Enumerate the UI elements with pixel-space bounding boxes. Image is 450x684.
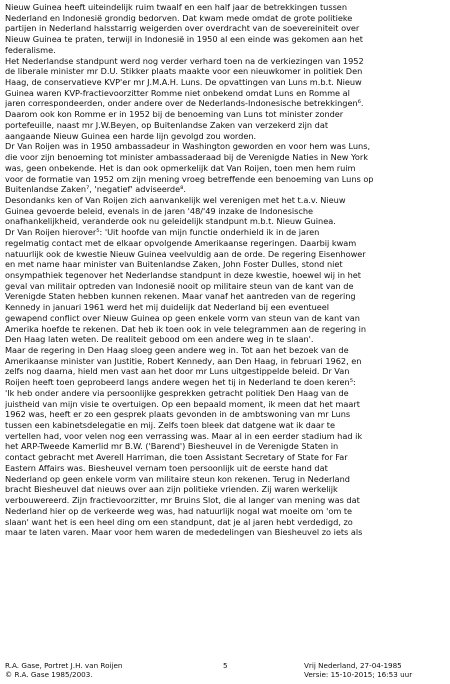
text-line: slaan' want het is een heel ding om een standpunt, dat je al jaren hebt verdedigd, zo [5,516,353,527]
text-line: aangaande Nieuw Guinea een harde lijn gevolgd zou worden. [5,130,257,141]
text-line: juistheid van mijn visie te overtuigen. Op een bepaald moment, ik meen dat het maart [5,398,360,409]
footer-source: Vrij Nederland, 27-04-1985 [304,661,402,670]
text-line: die voor zijn benoeming tot minister ambassaderaad bij de Verenigde Naties in New York [5,152,368,163]
text-line: Desondanks ken of Van Roijen zich aanvankelijk wel verenigen met het t.a.v. Nieuw [5,194,346,205]
text-line: Maar de regering in Den Haag sloeg geen andere weg in. Tot aan het bezoek van de [5,345,349,355]
text-line: Guinea waren KVP-fractievoorzitter Romme niet onbekend omdat Luns en Romme al [5,87,350,98]
text-line: Buitenlandse Zaken⁷, 'negatief' adviseerde⁸. [5,184,186,195]
text-line: Dr Van Roijen was in 1950 ambassadeur in Washington geworden en voor hem was Luns, [5,141,371,152]
text-line: 'Ik heb onder andere via persoonlijke gesprekken getracht politiek Den Haag van de [5,387,349,398]
text-line: Eastern Affairs was. Biesheuvel vernam toen persoonlijk uit de eerste hand dat [5,462,328,473]
text-line: federalisme. [5,44,56,55]
text-line: Nederland hier op de verkeerde weg was, had natuurlijk nogal wat moeite om 'om te [5,505,353,516]
text-line: Daarom ook kon Romme er in 1952 bij de benoeming van Luns tot minister zonder [5,109,344,120]
text-line: contact gebracht met Averell Harriman, die toen Assistant Secretary of State for Far [5,452,348,463]
text-line: Nederland op geen enkele vorm van militaire steun kon rekenen. Terug in Nederland [5,473,350,484]
text-line: tussen een kabinetsdelegatie en mij. Zelfs toen bleek dat datgene wat ik daar te [5,420,335,431]
article-body [5,2,449,538]
text-line: gewapend conflict over Nieuw Guinea op geen enkele vorm van steun van de kant van [5,312,360,323]
text-line: zelfs nog daarna, hield men vast aan het door mr Luns uitgestippelde beleid. Dr Van [5,366,350,377]
text-line: Nederland en Indonesië grondig bedorven. Dat kwam mede omdat de grote politieke [5,12,353,23]
text-line: Haag, de conservatieve KVP'er mr J.M.A.H. Luns. De opvattingen van Luns m.b.t. Nieuw [5,77,362,88]
text-line: maar te laten varen. Maar voor hem waren de mededelingen van Biesheuvel zo iets als [5,527,363,538]
text-line: onsympathiek tegenover het Nederlandse standpunt in deze kwestie, hoewel wij in het [5,269,361,280]
text-line: Roijen heeft toen geprobeerd langs andere wegen het tij in Nederland te doen keren⁵: [5,377,356,388]
text-line: Den Haag laten weten. De realiteit gebood om een andere weg in te slaan'. [5,334,314,345]
text-line: was, geen onbekende. Het is dan ook opmerkelijk dat Van Roijen, toen men hem ruim [5,162,356,173]
text-line: Verenigde Staten hebben kunnen rekenen. Maar vanaf het aantreden van de regering [5,291,356,302]
text-line: Amerika hoefde te rekenen. Dat heb ik toen ook in vele telegrammen aan de regering in [5,323,367,334]
text-line: verbouwereerd. Zijn fractievoorzitter, mr Bruins Slot, die al langer van mening was dat [5,495,360,506]
text-line: partijen in Nederland halsstarrig weigerden over overdracht van de soevereiniteit over [5,23,360,34]
text-line: en met name haar minister van Buitenlandse Zaken, John Foster Dulles, stond niet [5,259,343,270]
text-line: onafhankelijkheid, veranderde ook nu geleidelijk standpunt m.b.t. Nieuw Guinea. [5,216,336,227]
text-line: vertellen had, voor velen nog een verrassing was. Maar al in een eerder stadium had ik [5,430,363,441]
footer-version: Versie: 15-10-2015; 16:53 uur [304,670,413,679]
text-line: Guinea gevoerde beleid, evenals in de jaren '48/'49 inzake de Indonesische [5,205,314,216]
page-number: 5 [223,661,228,670]
text-line: Kennedy in januari 1961 werd het mij duidelijk dat Nederland bij een eventueel [5,302,330,313]
text-line: 1962 was, heeft er zo een gesprek plaats gevonden in de ambtswoning van mr Luns [5,409,351,420]
text-line: het ARP-Tweede Kamerlid mr B.W. ('Barend') Biesheuvel in de Verenigde Staten in [5,441,339,452]
text-line: bracht Biesheuvel dat nieuws over aan zijn politieke vrienden. Zij waren werkelijk [5,484,338,495]
text-line: voor de formatie van 1952 om zijn mening vroeg betreffende een benoeming van Luns op [5,173,374,184]
text-line: Amerikaanse minister van Justitie, Robert Kennedy, aan Den Haag, in februari 1962, en [5,355,362,366]
footer-right [304,661,412,679]
text-line: regelmatig contact met de elkaar opvolgende Amerikaanse regeringen. Daarbij kwam [5,237,357,248]
text-line: geval van militair optreden van Indonesië nooit op militaire steun van de kant van de [5,280,354,291]
footer-copyright: © R.A. Gase 1985/2003. [5,670,93,679]
text-line: jaren correspondeerden, onder andere over de Nederlands-Indonesische betrekkingen⁶. [5,98,364,109]
text-line: portefeuille, naast mr J.W.Beyen, op Buitenlandse Zaken van verzekerd zijn dat [5,119,329,130]
text-line: Nieuw Guinea heeft uiteindelijk ruim twaalf en een half jaar de betrekkingen tussen [5,2,347,12]
text-line: Nieuw Guinea te praten, terwijl in Indonesië in 1950 al een einde was gekomen aan het [5,34,363,45]
text-line: natuurlijk ook de kwestie Nieuw Guinea veelvuldig aan de orde. De regering Eisenhower [5,248,366,259]
text-line: Dr Van Roijen hierover⁵: 'Uit hoofde van mijn functie onderhield ik in de jaren [5,227,320,238]
text-line: Het Nederlandse standpunt werd nog verder verhard toen na de verkiezingen van 1952 [5,55,364,66]
footer-left [5,661,122,679]
footer-author-title: R.A. Gase, Portret J.H. van Roijen [5,661,123,670]
text-line: de liberale minister mr D.U. Stikker plaats maakte voor een nieuwkomer in politiek Den [5,66,363,77]
